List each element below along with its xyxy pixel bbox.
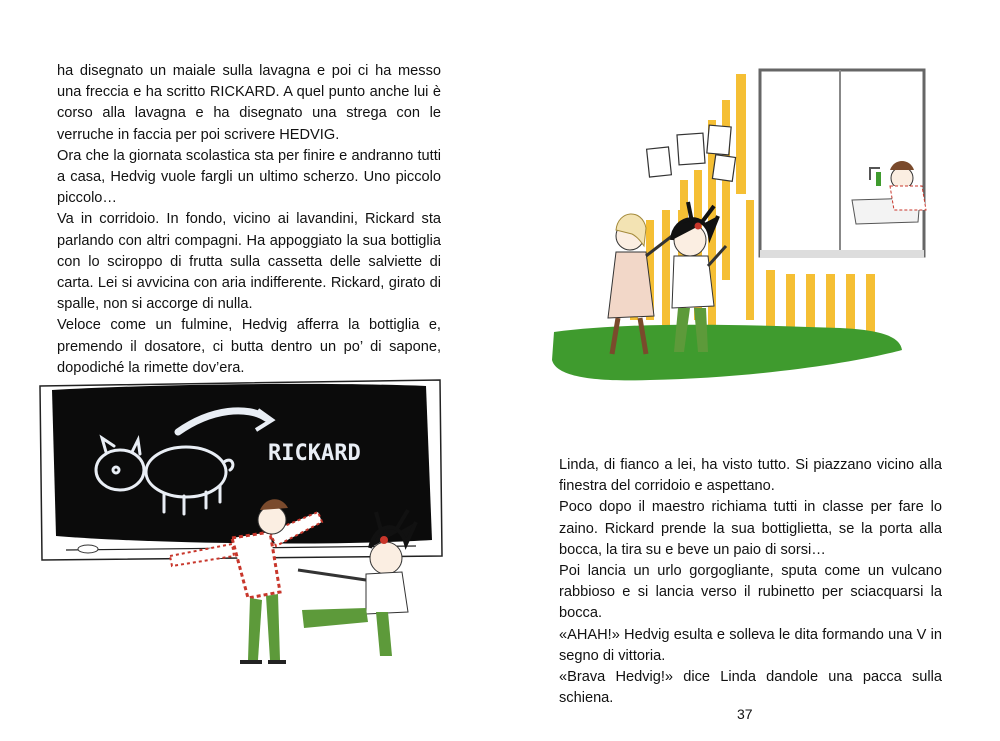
paragraph: Poco dopo il maestro richiama tutti in classe per fare lo zaino. Rickard prende la sua bottiglietta, se la porta alla bocca, la tira su e beve un paio di sorsi… [559,499,942,558]
right-page-text [559,455,942,709]
blackboard-illustration [36,360,446,680]
chalk-word-rickard: RICKARD [268,441,361,466]
paragraph: Linda, di fianco a lei, ha visto tutto. Si piazzano vicino alla finestra del corridoio e aspettano. [559,457,942,495]
paragraph: «Brava Hedvig!» dice Linda dandole una pacca sulla schiena. [559,669,942,707]
paragraph: Ora che la giornata scolastica sta per finire e andranno tutti a casa, Hedvig vuole fargli un ultimo scherzo. Uno piccolo piccolo… [57,147,441,207]
eraser [78,545,98,553]
paragraph: Veloce come un fulmine, Hedvig afferra la bottiglia e, premendo il dosatore, ci butta dentro un po’ di sapone, dopodiché la rimette dov’era. [57,317,441,376]
left-page-text [57,61,441,379]
paragraph: Va in corridoio. In fondo, vicino ai lavandini, Rickard sta parlando con altri compagni. Ha appoggiato la sua bottiglia con lo sciroppo di frutta sulla cassetta delle salviette di carta. Lei si avvicina con aria indifferente. Rickard, girato di spalle, non si accorge di nulla. [57,211,441,313]
paragraph: Poi lancia un urlo gorgogliante, sputa come un vulcano rabbioso e si lancia verso il rubinetto per sciacquarsi la bocca. [559,563,942,622]
wall-papers [647,125,736,181]
right-page [500,0,1000,741]
paragraph: ha disegnato un maiale sulla lavagna e poi ci ha messo una freccia e ha scritto RICKARD. A quel punto anche lui è corso alla lavagna e ha disegnato una strega con le verruche in faccia per poi scrivere HEDVIG. [57,63,441,143]
green-floor [552,325,902,381]
paragraph: «AHAH!» Hedvig esulta e solleva le dita formando una V in segno di vittoria. [559,626,942,664]
page-number: 37 [737,706,753,722]
corridor-illustration [550,60,940,390]
